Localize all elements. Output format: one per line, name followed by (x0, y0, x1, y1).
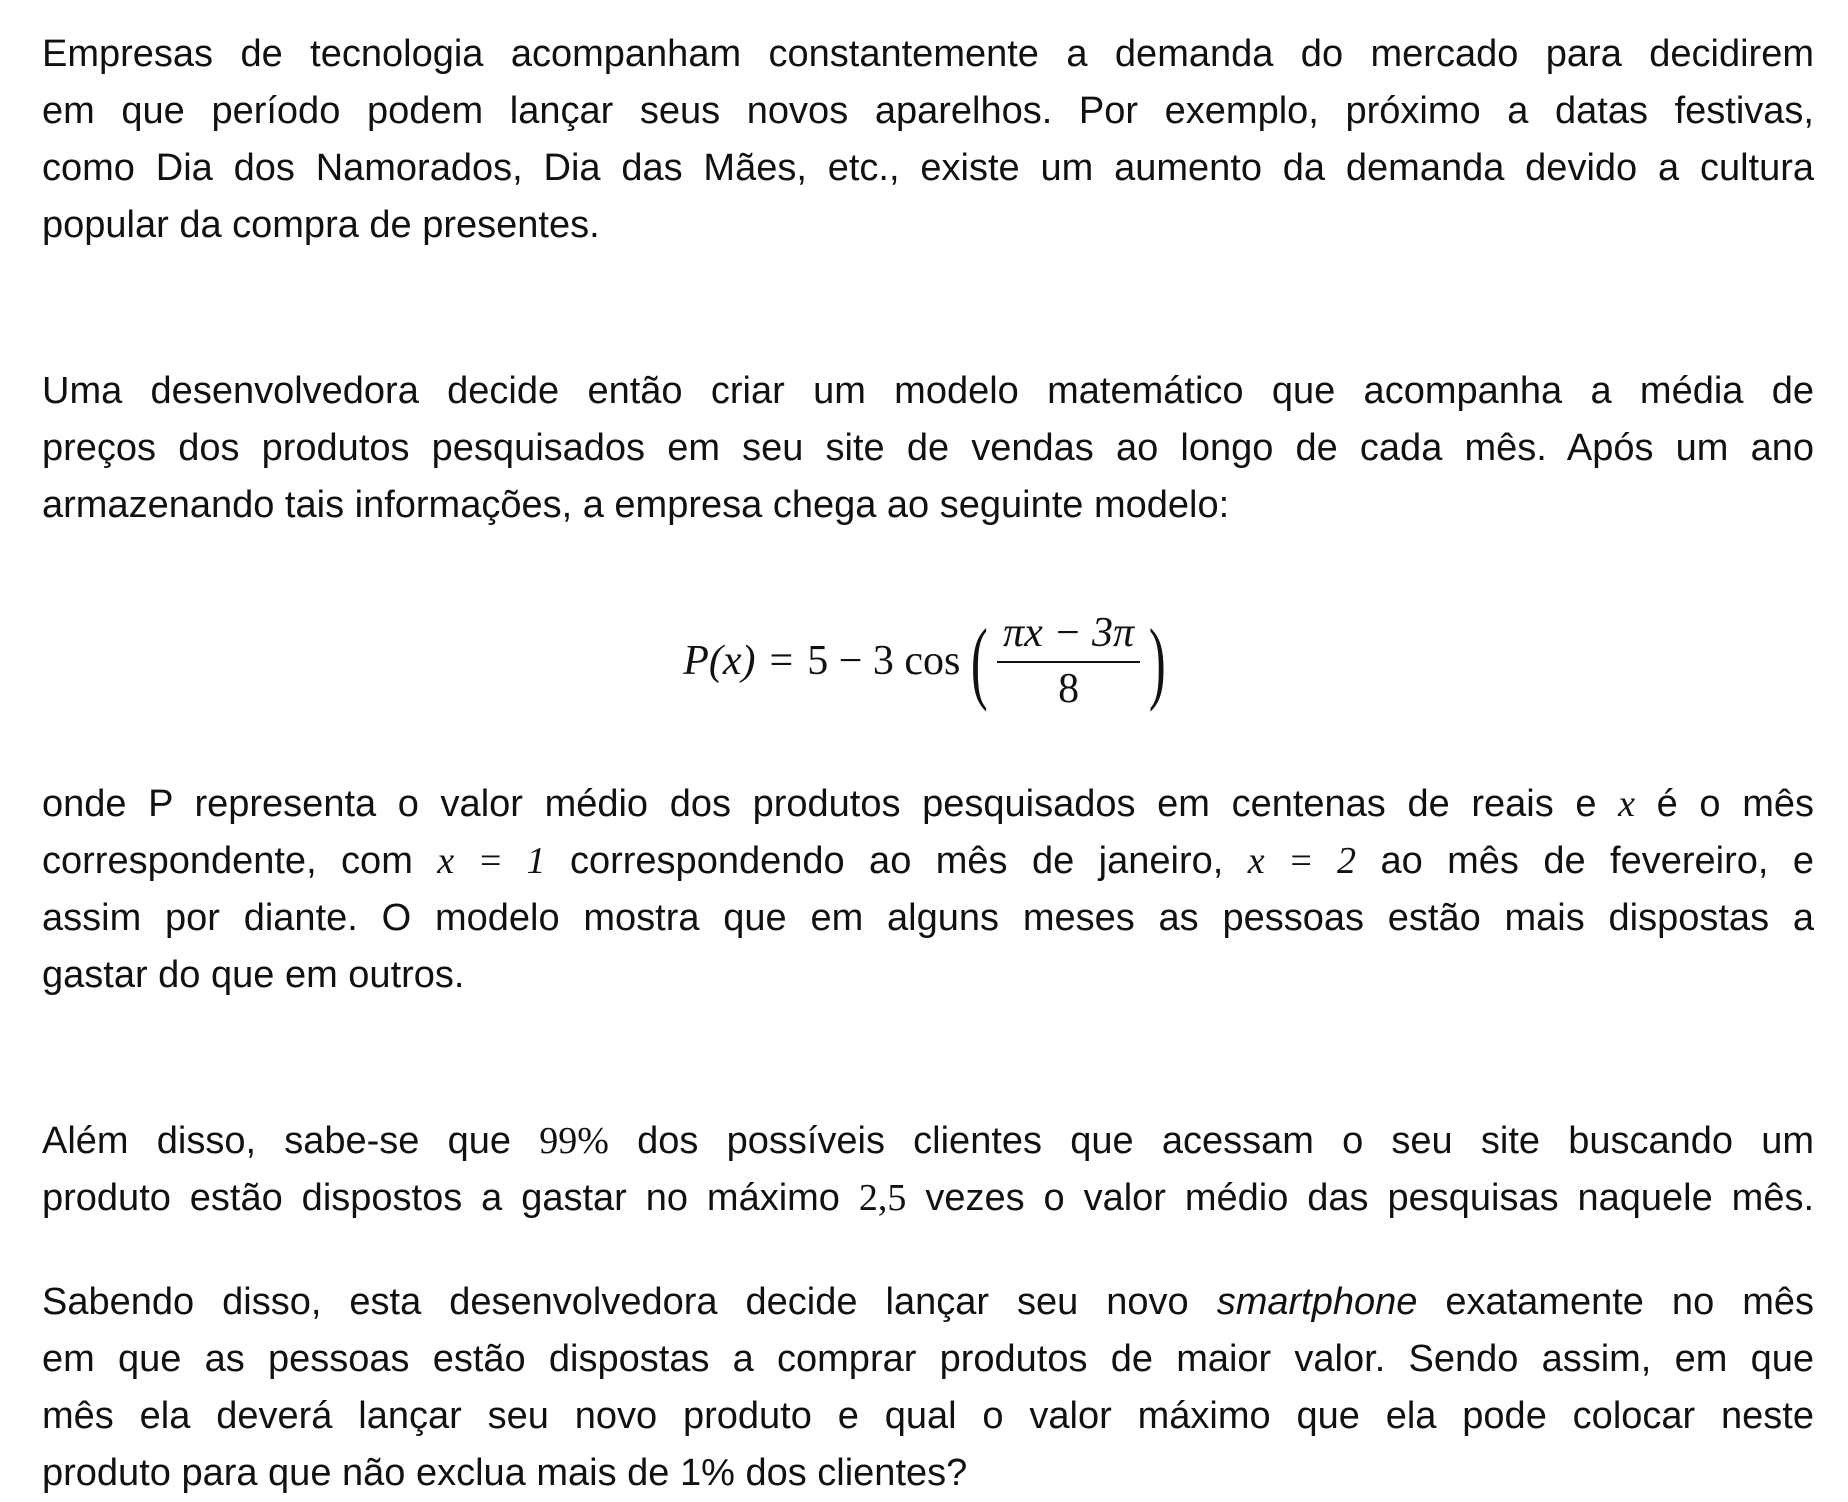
math-equation: x = 1 (437, 840, 546, 882)
paragraph-line: gastar do que em outros. (42, 954, 465, 996)
left-paren: ( (971, 610, 989, 712)
formula-lhs: P(x) (683, 638, 756, 684)
paragraph-line: assim por diante. O modelo mostra que em alguns meses as pessoas estão mais dispostas a (42, 897, 1814, 939)
text-run: Além disso, sabe-se que (42, 1120, 512, 1162)
text-run: dos possíveis clientes que acessam o seu site buscando um (637, 1120, 1814, 1162)
text-run: onde P representa o valor médio dos produtos pesquisados em centenas de reais e (42, 783, 1597, 825)
text-run: Sabendo disso, esta desenvolvedora decide lançar seu novo (42, 1281, 1189, 1323)
paragraph-line: produto para que não exclua mais de 1% dos clientes? (42, 1452, 968, 1494)
document-page (42, 26, 1814, 1502)
text-run: correspondendo ao mês de janeiro, (569, 840, 1224, 882)
formula-fraction (997, 609, 1140, 713)
paragraph-line (42, 1113, 1814, 1170)
paragraph-line (42, 1274, 1814, 1331)
paragraph-definition (42, 776, 1814, 1004)
paragraph-line (42, 776, 1814, 833)
math-percentage: 99% (539, 1120, 609, 1162)
math-variable: x (1618, 783, 1636, 825)
paragraph-line: Empresas de tecnologia acompanham constantemente a demanda do mercado para decidirem (42, 33, 1814, 75)
paragraph-line (42, 833, 1814, 890)
formula-numerator: πx − 3π (997, 609, 1140, 663)
formula-equals: = (769, 638, 794, 684)
price-formula (42, 606, 1814, 716)
paragraph-line: Uma desenvolvedora decide então criar um modelo matemático que acompanha a média de (42, 370, 1814, 412)
paragraph-clients (42, 1113, 1814, 1227)
paragraph-intro (42, 26, 1814, 254)
formula-rhs-prefix: 5 − 3 cos (807, 638, 961, 684)
text-run: é o mês (1656, 783, 1814, 825)
paragraph-line: em que período podem lançar seus novos aparelhos. Por exemplo, próximo a datas festivas, (42, 90, 1814, 132)
formula-denominator: 8 (1058, 666, 1080, 712)
text-run: vezes o valor médio das pesquisas naquele mês. (925, 1177, 1815, 1219)
math-number: 2,5 (858, 1177, 907, 1219)
paragraph-model (42, 363, 1814, 534)
text-run: ao mês de fevereiro, e (1380, 840, 1815, 882)
math-equation: x = 2 (1247, 840, 1356, 882)
paragraph-line: preços dos produtos pesquisados em seu site de vendas ao longo de cada mês. Após um ano (42, 427, 1814, 469)
paragraph-line (42, 1170, 1814, 1227)
right-paren: ) (1149, 610, 1166, 712)
paragraph-line: armazenando tais informações, a empresa chega ao seguinte modelo: (42, 484, 1230, 526)
paragraph-line: como Dia dos Namorados, Dia das Mães, etc., existe um aumento da demanda devido a cultura (42, 147, 1814, 189)
paragraph-line: mês ela deverá lançar seu novo produto e qual o valor máximo que ela pode colocar neste (42, 1395, 1814, 1437)
paragraph-line: em que as pessoas estão dispostas a comprar produtos de maior valor. Sendo assim, em que (42, 1338, 1814, 1380)
text-run: correspondente, com (42, 840, 413, 882)
text-run: produto estão dispostos a gastar no máximo (42, 1177, 840, 1219)
paragraph-question (42, 1274, 1814, 1502)
paragraph-line: popular da compra de presentes. (42, 204, 600, 246)
text-run: exatamente no mês (1445, 1281, 1814, 1323)
emphasis-text: smartphone (1216, 1281, 1418, 1323)
